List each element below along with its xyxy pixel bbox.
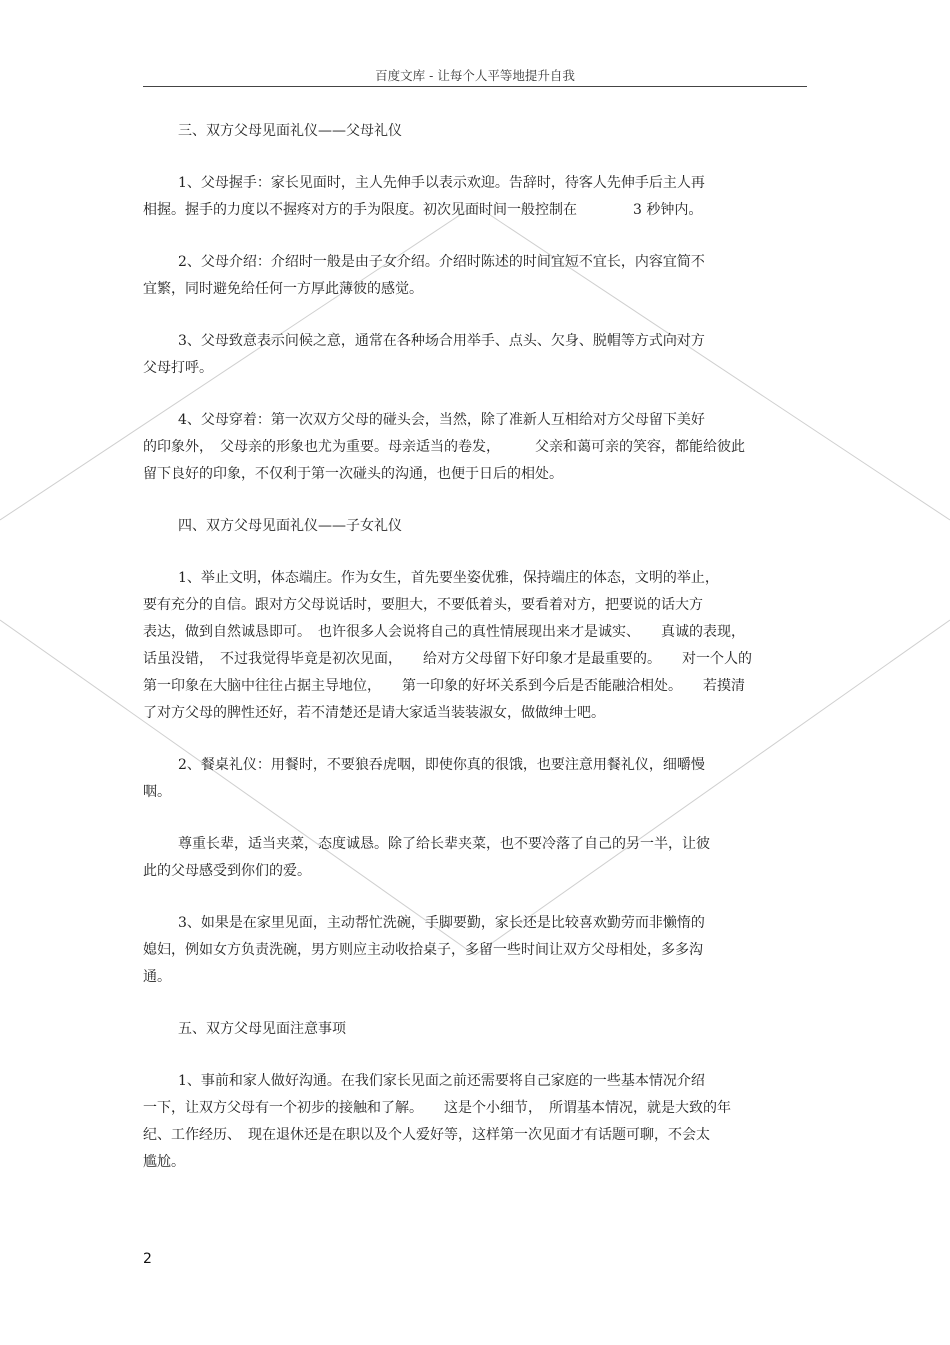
text-line: 1、举止文明，体态端庄。作为女生，首先要坐姿优雅，保持端庄的体态，文明的举止， [178, 570, 719, 586]
text-line: 尊重长辈，适当夹菜，态度诚恳。除了给长辈夹菜，也不要冷落了自己的另一半，让彼 [178, 836, 710, 852]
text-line: 一下，让双方父母有一个初步的接触和了解。 这是个小细节， 所谓基本情况，就是大致的年 [143, 1100, 731, 1116]
paragraph [143, 1068, 743, 1176]
page-number: 2 [143, 1251, 152, 1267]
paragraph [143, 407, 743, 488]
paragraph [143, 910, 743, 991]
text-line: 四、双方父母见面礼仪——子女礼仪 [178, 518, 402, 534]
text-line: 尴尬。 [143, 1154, 185, 1170]
text-line: 第一印象在大脑中往往占据主导地位， 第一印象的好坏关系到今后是否能融洽相处。 若摸清 [143, 678, 745, 694]
text-line: 通。 [143, 969, 171, 985]
section-heading [143, 1016, 743, 1043]
text-line: 三、双方父母见面礼仪——父母礼仪 [178, 123, 402, 139]
text-line: 2、餐桌礼仪：用餐时，不要狼吞虎咽，即使你真的很饿，也要注意用餐礼仪，细嚼慢 [178, 757, 705, 773]
section-heading [143, 513, 743, 540]
text-line: 五、双方父母见面注意事项 [178, 1021, 346, 1037]
paragraph [143, 565, 752, 727]
text-line: 1、父母握手：家长见面时，主人先伸手以表示欢迎。告辞时，待客人先伸手后主人再 [178, 175, 705, 191]
text-line: 表达，做到自然诚恳即可。 也许很多人会说将自己的真性情展现出来才是诚实、 真诚的表现， [143, 624, 745, 640]
paragraph [143, 328, 743, 382]
text-line: 留下良好的印象，不仅利于第一次碰头的沟通，也便于日后的相处。 [143, 466, 563, 482]
text-line: 话虽没错， 不过我觉得毕竟是初次见面， 给对方父母留下好印象才是最重要的。 对一个人的 [143, 651, 752, 667]
section-heading [143, 118, 743, 145]
text-line: 3、父母致意表示问候之意，通常在各种场合用举手、点头、欠身、脱帽等方式向对方 [178, 333, 705, 349]
paragraph [143, 752, 743, 806]
paragraph [143, 831, 743, 885]
document-body [143, 118, 752, 1201]
text-line: 宜繁，同时避免给任何一方厚此薄彼的感觉。 [143, 281, 423, 297]
header-divider [143, 86, 807, 87]
text-line: 4、父母穿着：第一次双方父母的碰头会，当然，除了准新人互相给对方父母留下美好 [178, 412, 705, 428]
text-line: 此的父母感受到你们的爱。 [143, 863, 311, 879]
text-line: 媳妇，例如女方负责洗碗，男方则应主动收拾桌子，多留一些时间让双方父母相处，多多沟 [143, 942, 703, 958]
text-line: 2、父母介绍：介绍时一般是由子女介绍。介绍时陈述的时间宜短不宜长，内容宜简不 [178, 254, 705, 270]
page-header: 百度文库 - 让每个人平等地提升自我 [375, 68, 575, 83]
text-line: 的印象外， 父母亲的形象也尤为重要。母亲适当的卷发， 父亲和蔼可亲的笑容，都能给彼此 [143, 439, 745, 455]
text-line: 纪、工作经历、 现在退休还是在职以及个人爱好等，这样第一次见面才有话题可聊，不会太 [143, 1127, 710, 1143]
text-line: 1、事前和家人做好沟通。在我们家长见面之前还需要将自己家庭的一些基本情况介绍 [178, 1073, 705, 1089]
text-line: 相握。握手的力度以不握疼对方的手为限度。初次见面时间一般控制在 3 秒钟内。 [143, 202, 703, 218]
text-line: 了对方父母的脾性还好，若不清楚还是请大家适当装装淑女，做做绅士吧。 [143, 705, 605, 721]
paragraph [143, 170, 743, 224]
text-line: 父母打呼。 [143, 360, 213, 376]
text-line: 3、如果是在家里见面，主动帮忙洗碗，手脚要勤，家长还是比较喜欢勤劳而非懒惰的 [178, 915, 705, 931]
paragraph [143, 249, 743, 303]
text-line: 咽。 [143, 784, 171, 800]
text-line: 要有充分的自信。跟对方父母说话时，要胆大，不要低着头，要看着对方，把要说的话大方 [143, 597, 703, 613]
